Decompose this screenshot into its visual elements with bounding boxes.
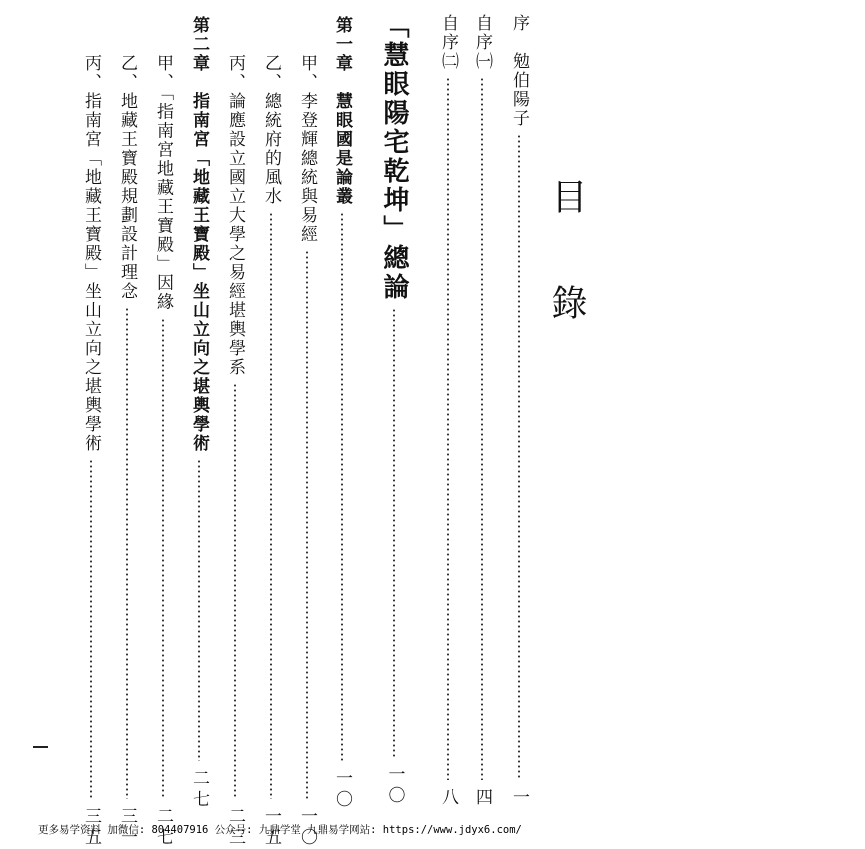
toc-entry-page: 一〇 bbox=[297, 807, 317, 849]
toc-entry-page: 三一 bbox=[117, 807, 137, 849]
dot-leader bbox=[518, 134, 520, 780]
toc-entry-title: 第二章 指南宮「地藏王寶殿」坐山立向之堪輿學術 bbox=[189, 16, 209, 453]
toc-entry-chapter-1 bbox=[333, 16, 350, 811]
toc-entry-author-preface-1 bbox=[473, 14, 490, 809]
dot-leader bbox=[234, 383, 236, 799]
toc-entry-page: 一五 bbox=[261, 807, 281, 849]
toc-entry-chapter-2 bbox=[190, 16, 207, 811]
toc-entry-title: 乙、總統府的風水 bbox=[261, 54, 281, 206]
dot-leader bbox=[270, 212, 272, 799]
toc-entry-2a bbox=[154, 54, 171, 849]
toc-entry-2c bbox=[82, 54, 99, 849]
toc-entry-title: 乙、地藏王寶殿規劃設計理念 bbox=[117, 54, 137, 301]
toc-entry-2b bbox=[118, 54, 135, 849]
dot-leader bbox=[90, 459, 92, 799]
toc-entry-preface bbox=[510, 14, 527, 809]
dot-leader bbox=[126, 307, 128, 799]
toc-entry-page: 一 bbox=[509, 788, 529, 809]
toc-entry-page: 四 bbox=[472, 788, 492, 809]
dot-leader bbox=[393, 308, 395, 757]
dot-leader bbox=[341, 212, 343, 761]
folio-mark bbox=[33, 746, 48, 748]
toc-entry-title: 自序㈠ bbox=[472, 14, 492, 71]
toc-entry-page: 一〇 bbox=[332, 769, 352, 811]
toc-entry-title: 甲、「指南宮地藏王寶殿」因緣 bbox=[153, 54, 173, 312]
toc-entry-page: 一〇 bbox=[384, 765, 405, 807]
toc-entry-title: 甲、李登輝總統與易經 bbox=[297, 54, 317, 244]
toc-entry-page: 二三 bbox=[225, 807, 245, 849]
dot-leader bbox=[198, 459, 200, 761]
dot-leader bbox=[481, 77, 483, 780]
dot-leader bbox=[447, 77, 449, 780]
toc-entry-title: 第一章 慧眼國是論叢 bbox=[332, 16, 352, 206]
toc-entry-1a bbox=[298, 54, 315, 849]
dot-leader bbox=[162, 318, 164, 800]
toc-entry-general-discussion bbox=[381, 12, 407, 807]
toc-entry-page: 二七 bbox=[189, 769, 209, 811]
toc-entry-title: 丙、指南宮「地藏王寶殿」坐山立向之堪輿學術 bbox=[81, 54, 101, 453]
dot-leader bbox=[306, 250, 308, 799]
toc-entry-title: 丙、論應設立國立大學之易經堪輿學系 bbox=[225, 54, 245, 377]
toc-entry-page: 三五 bbox=[81, 807, 101, 849]
toc-entry-1c bbox=[226, 54, 243, 849]
toc-entry-page: 二七 bbox=[153, 807, 173, 849]
toc-entry-title: 「慧眼陽宅乾坤」總論 bbox=[379, 12, 409, 302]
toc-entry-page: 八 bbox=[438, 788, 458, 809]
toc-entry-author-preface-2 bbox=[439, 14, 456, 809]
toc-entry-title: 自序㈡ bbox=[438, 14, 458, 71]
page-title: 目錄 bbox=[546, 178, 587, 390]
toc-entry-title: 序 勉伯陽子 bbox=[509, 14, 529, 128]
footer-watermark-text: 更多易学资料 加微信: 804407916 公众号: 九鼎学堂 九鼎易学网站: https://www.jdyx6.com/ bbox=[38, 824, 522, 836]
toc-entry-1b bbox=[262, 54, 279, 849]
